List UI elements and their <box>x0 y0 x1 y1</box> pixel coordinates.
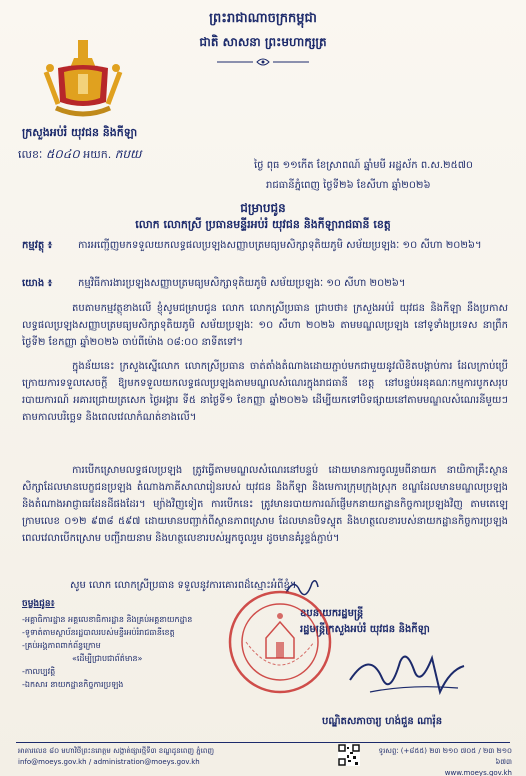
reference-code: កបយ <box>114 147 142 161</box>
qr-code-icon <box>338 744 360 766</box>
reference-line-text: កម្មវិធីការងារប្រឡងសញ្ញាបត្រមធ្យមសិក្សាទុតិយភូមិ សម័យប្រឡងៈ ១០ សីហា ២០២៦។ <box>78 278 406 289</box>
royal-coat-of-arms-icon <box>38 38 128 124</box>
footer-phone: ទូរសព្ទៈ (+៨៥៥) ២៣ ២១០ ៧០៥ / ២៣ ២១០ ៦៧៣ <box>378 747 512 766</box>
footer-address: អាគារលេខ ៨០ មហាវិថីព្រះនរោត្តម សង្កាត់ផ្សារថ្មីទី៣ ខណ្ឌដូនពេញ ភ្នំពេញ <box>18 747 215 755</box>
body-paragraph-1: តបតាមកម្មវត្ថុខាងលើ ខ្ញុំសូមជម្រាបជូន លោក លោកស្រីប្រធាន ជ្រាបថា៖ ក្រសួងអប់រំ យុវជន និងកីឡា នឹងប្រកាសលទ្ធផលប្រឡងសញ្ញាបត្រមធ្យមសិក្សាទុតិយភូមិ សម័យប្រឡងៈ ១០ សីហា ២០២៦ តាមមណ្ឌលប្រឡង នៅទូទាំងប្រទេស នាព្រឹកថ្ងៃទី២ ខែកញ្ញា ឆ្នាំ២០២៦ ចាប់ពីម៉ោង ០៨:០០ នាទីតទៅ។ <box>22 303 508 348</box>
cc-item: -កាលប្បវត្តិ <box>22 667 56 676</box>
signatory-title-1: ឧបនាយករដ្ឋមន្ត្រី <box>300 608 364 619</box>
body-paragraph-2: ក្នុងន័យនេះ ក្រសួងស្នើលោក លោកស្រីប្រធាន ចាត់តាំងតំណាងដោយភ្ជាប់មកជាមួយនូវលិខិតបង្គាប់ការ ដែលក្រាប់ប្រើក្រោយការទទួលសេចក្តី ឱ្យមកទទួលយកលទ្ធផលប្រឡងតាមមណ្ឌលសំណេរក្នុងរាជធានី ខេត្ត នៅបន្ទប់អនុគណៈកម្មការបូកសរុបរបាយការណ៍ អគារជ្រោយត្រសេក ថ្ងៃអង្គារ ទី៥ នាថ្ងៃទី១ ខែកញ្ញា ឆ្នាំ២០២៦ ដើម្បីយកទៅបិទផ្សាយនៅតាមមណ្ឌលសំណេរនីមួយៗ តាមកាលបរិច្ឆេទ និងពេលវេលាកំណត់ខាងលើ។ <box>22 361 508 423</box>
cc-sub-item: «ដើម្បីជ្រាបជាព័ត៌មាន» <box>72 654 143 663</box>
document-type: ជម្រាបជូន <box>240 201 286 215</box>
ministry-name: ក្រសួងអប់រំ យុវជន និងកីឡា <box>22 126 138 139</box>
cc-item: -អគ្គាធិការដ្ឋាន អគ្គលេខាធិការដ្ឋាន និងគ្រប់អគ្គនាយកដ្ឋាន <box>22 615 193 624</box>
national-motto: ជាតិ សាសនា ព្រះមហាក្សត្រ <box>199 35 327 49</box>
lunar-date: ថ្ងៃ ពុធ ១១កើត ខែស្រាពណ៍ ឆ្នាំមមី អដ្ឋស័ក ព.ស.២៥៧០ <box>254 160 473 171</box>
footer-phone-web <box>372 746 512 776</box>
reference-row <box>22 276 508 294</box>
body-paragraph-3: ការបើកស្រោមលទ្ធផលប្រឡង ត្រូវធ្វើតាមមណ្ឌលសំណេរនៅបន្ទប់ ដោយមានការចូលរួមពីនាយក នាយិកាគ្រឹះស្ថានសិក្សាដែលមានបេក្ខជនប្រឡង តំណាងភាគីសាលារៀនរបស់ យុវជន និងកីឡា និងមេការក្រុមក្រុងស្រុក ខណ្ឌដែលមានមណ្ឌលប្រឡង និងតំណាងអាជ្ញាធរដែនដីផងដែរ។ ម្យ៉ាងវិញទៀត ការបើកនេះ ត្រូវមានរបាយការណ៍ផ្ញើមកនាយកដ្ឋានកិច្ចការប្រឡងវិញ តាមតេឡេក្រាមលេខ ០១២ ៩៣៨ ៥៩៧ ដោយមានបញ្ជាក់ពីស្ថានភាពស្រោម ដែលមានបិទស្ទុត និងហត្ថលេខារបស់នាយកដ្ឋានកិច្ចការប្រឡង ពេលវេលាបើកស្រោម បញ្ជីរាយនាម និងហត្ថលេខារបស់អ្នកចូលរួម ដូចមានគំរូខ្ទង់ភ្ជាប់។ <box>22 465 508 544</box>
cc-title: ចម្លងជូន៖ <box>22 599 55 609</box>
recipient: លោក លោកស្រី ប្រធានមន្ទីរអប់រំ យុវជន និងកីឡារាជធានី ខេត្ត <box>135 218 391 231</box>
reference-number <box>18 146 141 164</box>
reference-number-value: ៥០៤០ <box>45 147 80 161</box>
reference-label: លេខៈ <box>18 148 43 161</box>
carbon-copy-list <box>22 598 222 691</box>
footer-divider <box>16 742 510 743</box>
kingdom-heading: ព្រះរាជាណាចក្រកម្ពុជា <box>209 11 317 26</box>
subject-row <box>22 238 508 274</box>
footer-website[interactable]: www.moeys.gov.kh <box>444 769 512 776</box>
reference-line-label: យោង ៖ <box>22 278 53 289</box>
solar-date: រាជធានីភ្នំពេញ ថ្ងៃទី២៦ ខែសីហា ឆ្នាំ២០២៦ <box>266 180 431 191</box>
signatory-title-2: រដ្ឋមន្ត្រីក្រសួងអប់រំ យុវជន និងកីឡា <box>300 624 430 635</box>
signatory-name: បណ្ឌិតសភាចារ្យ ហង់ជួន ណារ៉ុន <box>322 716 443 727</box>
handwritten-signature-icon <box>340 640 470 710</box>
subject-text: ការអញ្ជើញមកទទួលយកលទ្ធផលប្រឡងសញ្ញាបត្រមធ្យមសិក្សាទុតិយភូមិ សម័យប្រឡងៈ ១០ សីហា ២០២៦។ <box>78 240 482 251</box>
divider-ornament-icon <box>213 56 313 68</box>
footer-email[interactable]: info@moeys.gov.kh / administration@moeys.gov.kh <box>18 758 200 766</box>
cc-item: -គ្រប់អង្គភាពពាក់ព័ន្ធក្រោម <box>22 641 101 650</box>
cc-item: -ឯកសារ នាយកដ្ឋានកិច្ចការប្រឡង <box>22 680 124 689</box>
official-seal-icon <box>226 588 334 696</box>
subject-label: កម្មវត្ថុ ៖ <box>22 240 53 251</box>
closing-line: សូម លោក លោកស្រីប្រធាន ទទួលនូវការគោរពដ៏ស្មោះអំពីខ្ញុំ។ <box>70 580 297 591</box>
footer-contact <box>18 746 318 768</box>
reference-suffix: អយក. <box>83 148 112 161</box>
cc-item: -ទូទាត់តាមស្ថាប័នរដ្ឋបាលរបស់មន្ទីរអប់រំរាជធានីខេត្ត <box>22 628 175 637</box>
